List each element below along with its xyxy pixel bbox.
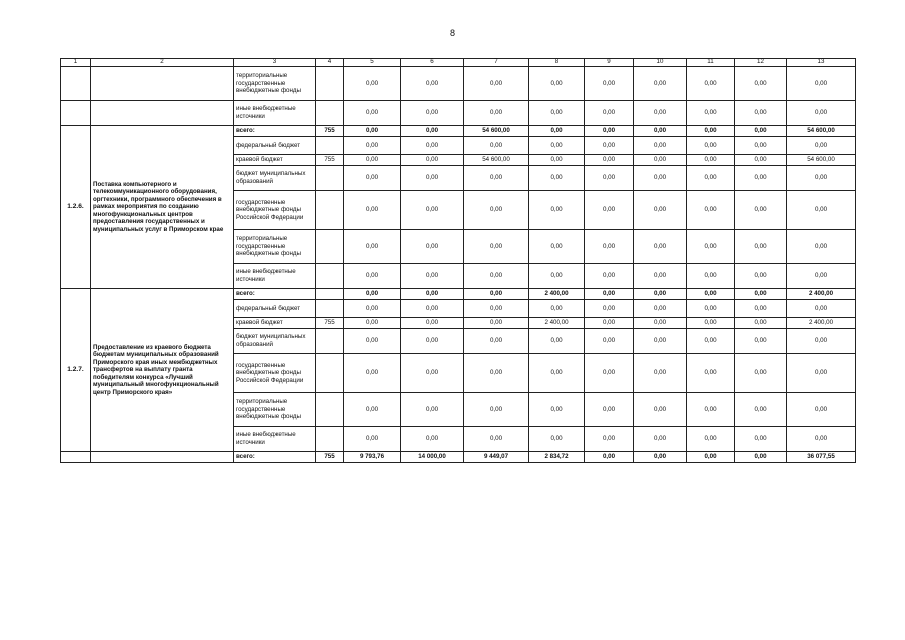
value-cell: 0,00 [787,230,856,264]
value-cell: 0,00 [634,101,687,126]
value-cell: 0,00 [529,300,585,318]
value-cell: 0,00 [585,393,634,427]
value-cell: 0,00 [529,67,585,101]
value-cell: 0,00 [687,452,735,463]
value-cell: 0,00 [687,230,735,264]
table-row [61,67,856,101]
value-cell: 0,00 [585,230,634,264]
value-cell: 0,00 [634,67,687,101]
value-cell: 54 600,00 [464,126,529,137]
value-cell: 0,00 [585,329,634,354]
value-cell: 0,00 [344,318,401,329]
value-cell: 0,00 [401,166,464,191]
code-col4 [316,166,344,191]
funding-source: государственные внебюджетные фонды Российской Федерации [234,354,316,393]
funding-source: иные внебюджетные источники [234,264,316,289]
value-cell: 0,00 [585,155,634,166]
value-cell: 0,00 [687,191,735,230]
value-cell: 0,00 [344,300,401,318]
value-cell: 0,00 [687,264,735,289]
value-cell: 0,00 [735,67,787,101]
funding-source: федеральный бюджет [234,137,316,155]
value-cell: 0,00 [464,289,529,300]
value-cell: 0,00 [634,155,687,166]
page-number: 8 [449,28,455,38]
value-cell: 0,00 [687,289,735,300]
value-cell: 54 600,00 [787,126,856,137]
funding-source: иные внебюджетные источники [234,427,316,452]
code-col4: 755 [316,452,344,463]
funding-source: территориальные государственные внебюджетные фонды [234,393,316,427]
budget-table [60,58,856,463]
value-cell: 0,00 [344,393,401,427]
value-cell: 0,00 [401,289,464,300]
value-cell: 0,00 [735,289,787,300]
value-cell: 0,00 [344,126,401,137]
value-cell: 0,00 [735,155,787,166]
value-cell: 0,00 [787,427,856,452]
value-cell: 0,00 [585,300,634,318]
value-cell: 0,00 [687,300,735,318]
value-cell: 0,00 [787,101,856,126]
value-cell: 0,00 [401,393,464,427]
code-col4 [316,137,344,155]
value-cell: 0,00 [735,137,787,155]
value-cell: 0,00 [464,191,529,230]
value-cell: 0,00 [634,166,687,191]
value-cell: 0,00 [585,452,634,463]
value-cell: 0,00 [401,191,464,230]
name-cell: Поставка компьютерного и телекоммуникационного оборудования, оргтехники, программного обеспечения в рамках мероприятия по созданию многофункциональных центров предоставления государственных и муниципальных услуг в Приморском крае [91,126,234,289]
value-cell: 0,00 [464,318,529,329]
value-cell: 0,00 [735,230,787,264]
code-col4 [316,300,344,318]
value-cell: 0,00 [634,393,687,427]
value-cell: 0,00 [529,230,585,264]
value-cell: 0,00 [687,67,735,101]
value-cell: 0,00 [401,67,464,101]
value-cell: 0,00 [735,427,787,452]
value-cell: 0,00 [529,191,585,230]
value-cell: 0,00 [401,155,464,166]
value-cell: 0,00 [735,393,787,427]
value-cell: 0,00 [529,101,585,126]
name-cell [91,67,234,101]
funding-source: всего: [234,289,316,300]
value-cell: 2 400,00 [529,289,585,300]
code-col4 [316,354,344,393]
value-cell: 0,00 [585,354,634,393]
value-cell: 9 793,76 [344,452,401,463]
value-cell: 0,00 [585,166,634,191]
value-cell: 0,00 [634,318,687,329]
code-col4 [316,230,344,264]
code-col4: 755 [316,155,344,166]
code-col4 [316,427,344,452]
value-cell: 0,00 [585,101,634,126]
code-col4 [316,101,344,126]
name-cell [91,101,234,126]
value-cell: 0,00 [344,67,401,101]
column-number: 7 [464,59,529,67]
value-cell: 0,00 [464,67,529,101]
value-cell: 0,00 [687,155,735,166]
code-cell [61,101,91,126]
value-cell: 0,00 [787,393,856,427]
value-cell: 54 600,00 [787,155,856,166]
value-cell: 0,00 [735,452,787,463]
value-cell: 0,00 [529,264,585,289]
funding-source: государственные внебюджетные фонды Российской Федерации [234,191,316,230]
column-numbers-row [61,59,856,67]
value-cell: 0,00 [585,318,634,329]
value-cell: 0,00 [529,166,585,191]
value-cell: 14 000,00 [401,452,464,463]
value-cell: 0,00 [529,354,585,393]
value-cell: 0,00 [585,427,634,452]
funding-source: территориальные государственные внебюджетные фонды [234,67,316,101]
value-cell: 0,00 [787,264,856,289]
value-cell: 0,00 [464,427,529,452]
code-col4 [316,264,344,289]
value-cell: 0,00 [787,191,856,230]
value-cell: 0,00 [735,166,787,191]
value-cell: 0,00 [634,452,687,463]
value-cell: 0,00 [634,289,687,300]
value-cell: 54 600,00 [464,155,529,166]
value-cell: 0,00 [401,300,464,318]
value-cell: 0,00 [687,318,735,329]
value-cell: 0,00 [634,137,687,155]
name-cell: Предоставление из краевого бюджета бюджетам муниципальных образований Приморского края иных межбюджетных трансфертов на выплату гранта победителям конкурса «Лучший муниципальный многофункциональный центр Приморского края» [91,289,234,452]
column-number: 5 [344,59,401,67]
value-cell: 0,00 [585,67,634,101]
funding-source: бюджет муниципальных образований [234,329,316,354]
table-row [61,101,856,126]
value-cell: 0,00 [344,289,401,300]
column-number: 12 [735,59,787,67]
funding-source: иные внебюджетные источники [234,101,316,126]
value-cell: 0,00 [464,101,529,126]
code-cell [61,67,91,101]
value-cell: 0,00 [735,101,787,126]
value-cell: 0,00 [529,137,585,155]
value-cell: 0,00 [529,155,585,166]
code-col4 [316,191,344,230]
table-row [61,126,856,137]
value-cell: 0,00 [787,329,856,354]
value-cell: 0,00 [401,230,464,264]
value-cell: 0,00 [344,329,401,354]
funding-source: бюджет муниципальных образований [234,166,316,191]
column-number: 13 [787,59,856,67]
value-cell: 0,00 [344,166,401,191]
value-cell: 0,00 [344,264,401,289]
value-cell: 0,00 [464,354,529,393]
funding-source: всего: [234,452,316,463]
value-cell: 0,00 [634,329,687,354]
value-cell: 0,00 [787,137,856,155]
value-cell: 2 400,00 [787,318,856,329]
value-cell: 0,00 [585,264,634,289]
funding-source: краевой бюджет [234,155,316,166]
value-cell: 0,00 [735,191,787,230]
value-cell: 0,00 [687,166,735,191]
code-col4 [316,289,344,300]
value-cell: 0,00 [344,230,401,264]
grand-total-row [61,452,856,463]
column-number: 10 [634,59,687,67]
value-cell: 0,00 [585,289,634,300]
value-cell: 0,00 [687,126,735,137]
value-cell: 0,00 [585,191,634,230]
value-cell: 0,00 [585,126,634,137]
column-number: 2 [91,59,234,67]
value-cell: 0,00 [634,300,687,318]
value-cell: 2 400,00 [787,289,856,300]
column-number: 1 [61,59,91,67]
column-number: 4 [316,59,344,67]
value-cell: 0,00 [401,354,464,393]
value-cell: 0,00 [464,166,529,191]
value-cell: 0,00 [735,318,787,329]
column-number: 11 [687,59,735,67]
value-cell: 36 077,55 [787,452,856,463]
value-cell: 0,00 [344,137,401,155]
value-cell: 0,00 [464,137,529,155]
value-cell: 0,00 [344,427,401,452]
value-cell: 0,00 [634,427,687,452]
value-cell: 0,00 [787,67,856,101]
value-cell: 0,00 [401,427,464,452]
code-col4 [316,67,344,101]
funding-source: краевой бюджет [234,318,316,329]
value-cell: 0,00 [464,230,529,264]
value-cell: 0,00 [401,101,464,126]
table-row [61,289,856,300]
code-cell: 1.2.6. [61,126,91,289]
code-cell [61,452,91,463]
value-cell: 0,00 [787,166,856,191]
value-cell: 0,00 [687,329,735,354]
value-cell: 0,00 [401,318,464,329]
value-cell: 0,00 [687,393,735,427]
value-cell: 0,00 [735,126,787,137]
value-cell: 0,00 [529,126,585,137]
funding-source: всего: [234,126,316,137]
name-cell [91,452,234,463]
column-number: 3 [234,59,316,67]
value-cell: 0,00 [464,329,529,354]
code-col4 [316,329,344,354]
value-cell: 0,00 [634,230,687,264]
value-cell: 0,00 [735,329,787,354]
value-cell: 0,00 [585,137,634,155]
value-cell: 0,00 [464,300,529,318]
value-cell: 0,00 [687,354,735,393]
value-cell: 0,00 [687,427,735,452]
code-cell: 1.2.7. [61,289,91,452]
column-number: 8 [529,59,585,67]
value-cell: 0,00 [344,354,401,393]
value-cell: 0,00 [687,137,735,155]
value-cell: 0,00 [735,300,787,318]
value-cell: 0,00 [735,354,787,393]
code-col4: 755 [316,126,344,137]
value-cell: 0,00 [529,427,585,452]
value-cell: 0,00 [634,264,687,289]
value-cell: 2 834,72 [529,452,585,463]
value-cell: 0,00 [464,393,529,427]
value-cell: 0,00 [401,126,464,137]
value-cell: 0,00 [401,329,464,354]
value-cell: 9 449,07 [464,452,529,463]
value-cell: 0,00 [529,393,585,427]
value-cell: 0,00 [634,126,687,137]
value-cell: 0,00 [529,329,585,354]
funding-source: федеральный бюджет [234,300,316,318]
code-col4 [316,393,344,427]
value-cell: 0,00 [787,354,856,393]
value-cell: 0,00 [401,137,464,155]
value-cell: 0,00 [344,191,401,230]
column-number: 6 [401,59,464,67]
value-cell: 0,00 [787,300,856,318]
value-cell: 2 400,00 [529,318,585,329]
value-cell: 0,00 [401,264,464,289]
value-cell: 0,00 [634,191,687,230]
value-cell: 0,00 [735,264,787,289]
funding-source: территориальные государственные внебюджетные фонды [234,230,316,264]
value-cell: 0,00 [464,264,529,289]
value-cell: 0,00 [634,354,687,393]
code-col4: 755 [316,318,344,329]
value-cell: 0,00 [344,155,401,166]
column-number: 9 [585,59,634,67]
value-cell: 0,00 [344,101,401,126]
value-cell: 0,00 [687,101,735,126]
